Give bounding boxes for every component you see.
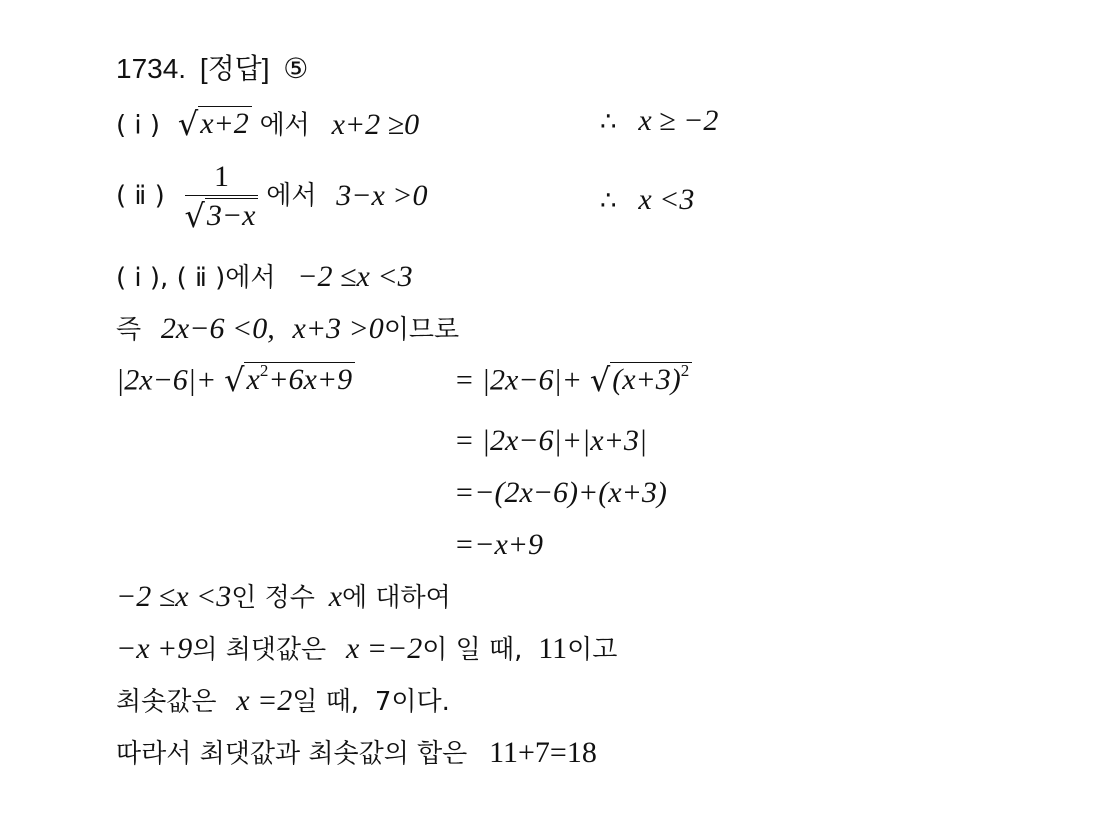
radicand [244, 362, 355, 396]
sign-line [116, 314, 459, 344]
fraction-1-over-sqrt [184, 160, 259, 235]
fraction-denominator [184, 196, 259, 235]
radicand-rest: +6x+9 [268, 363, 353, 396]
radical-sign: √ [177, 104, 199, 143]
answer-label: [정답] [199, 53, 270, 84]
radicand-base: (x+3) [612, 363, 681, 396]
conclusion-line-2 [116, 634, 617, 664]
step-1-line [116, 104, 420, 143]
step-2-result-expr: x <3 [638, 183, 695, 216]
range-expr: −2 ≤x <3 [116, 580, 232, 613]
answer-mark: ⑤ [283, 53, 309, 84]
sqrt-square [589, 360, 692, 399]
radicand: x+2 [198, 106, 252, 140]
step-2-line [116, 160, 428, 235]
step-1-mid-text: 에서 [259, 110, 310, 141]
conclusion-text: 인 정수 [231, 583, 315, 613]
sign-prefix: 즉 [116, 315, 142, 345]
sqrt-x-plus-2 [177, 104, 252, 143]
radicand-x: x [246, 363, 260, 396]
step-2-result [600, 185, 694, 215]
therefore-symbol: ∴ [600, 107, 617, 137]
variable-x: x [328, 580, 343, 613]
combined-range-line [116, 262, 413, 292]
derivation-rhs-2: = |2x−6|+|x+3| [454, 424, 648, 457]
fraction-numerator: 1 [213, 160, 229, 193]
max-condition: x =−2 [345, 632, 423, 665]
function-expr: −x +9 [116, 632, 193, 665]
lhs-abs: |2x−6|+ [116, 363, 217, 397]
radical-sign: √ [184, 196, 205, 235]
conclusion-text: 의 최댓값은 [192, 635, 327, 665]
sign-expr-1: 2x−6 <0, [160, 312, 275, 345]
conclusion-text: 이 일 때, [422, 635, 523, 665]
rhs-1-abs: = |2x−6|+ [454, 363, 583, 397]
derivation-line-1 [116, 360, 355, 399]
derivation-rhs-4: =−x+9 [454, 528, 544, 561]
radicand: 3−x [205, 198, 259, 232]
step-2-mid-text: 에서 [266, 180, 317, 211]
radical-sign: √ [224, 360, 245, 399]
conclusion-text: 일 때, [292, 687, 360, 717]
sign-suffix: 이므로 [383, 315, 460, 345]
conclusion-line-4 [116, 738, 597, 768]
combined-label: ( ⅰ ), ( ⅱ )에서 [116, 263, 276, 293]
step-1-result-expr: x ≥ −2 [638, 104, 719, 137]
therefore-symbol: ∴ [600, 186, 617, 216]
step-2-label: ( ⅱ ) [116, 180, 165, 211]
step-1-label: ( ⅰ ) [116, 110, 161, 141]
exponent: 2 [680, 361, 690, 380]
derivation-rhs-1 [454, 360, 692, 399]
sqrt-quadratic [224, 360, 355, 399]
sqrt-3-minus-x [184, 196, 259, 235]
conclusion-line-3 [116, 686, 450, 716]
conclusion-line-1 [116, 582, 451, 612]
problem-number: 1734. [116, 53, 187, 84]
min-value: 7 [374, 687, 392, 717]
combined-expr: −2 ≤x <3 [297, 260, 413, 293]
step-1-result [600, 106, 718, 136]
max-value: 11 [538, 632, 568, 665]
conclusion-text: 이고 [567, 635, 618, 665]
conclusion-text: 에 대하여 [342, 583, 451, 613]
min-condition: x =2 [236, 684, 293, 717]
step-1-inequality: x+2 ≥0 [331, 107, 420, 141]
final-sum-expr: 11+7=18 [489, 736, 597, 769]
derivation-rhs-3: =−(2x−6)+(x+3) [454, 476, 667, 509]
conclusion-text: 최솟값은 [116, 687, 217, 717]
problem-header [116, 55, 308, 83]
sign-expr-2: x+3 >0 [292, 312, 384, 345]
step-2-inequality: 3−x >0 [336, 178, 428, 212]
conclusion-text: 이다. [391, 687, 450, 717]
radical-sign: √ [589, 360, 611, 399]
conclusion-text: 따라서 최댓값과 최솟값의 합은 [116, 739, 468, 769]
radicand [610, 362, 692, 396]
exponent: 2 [259, 361, 269, 380]
